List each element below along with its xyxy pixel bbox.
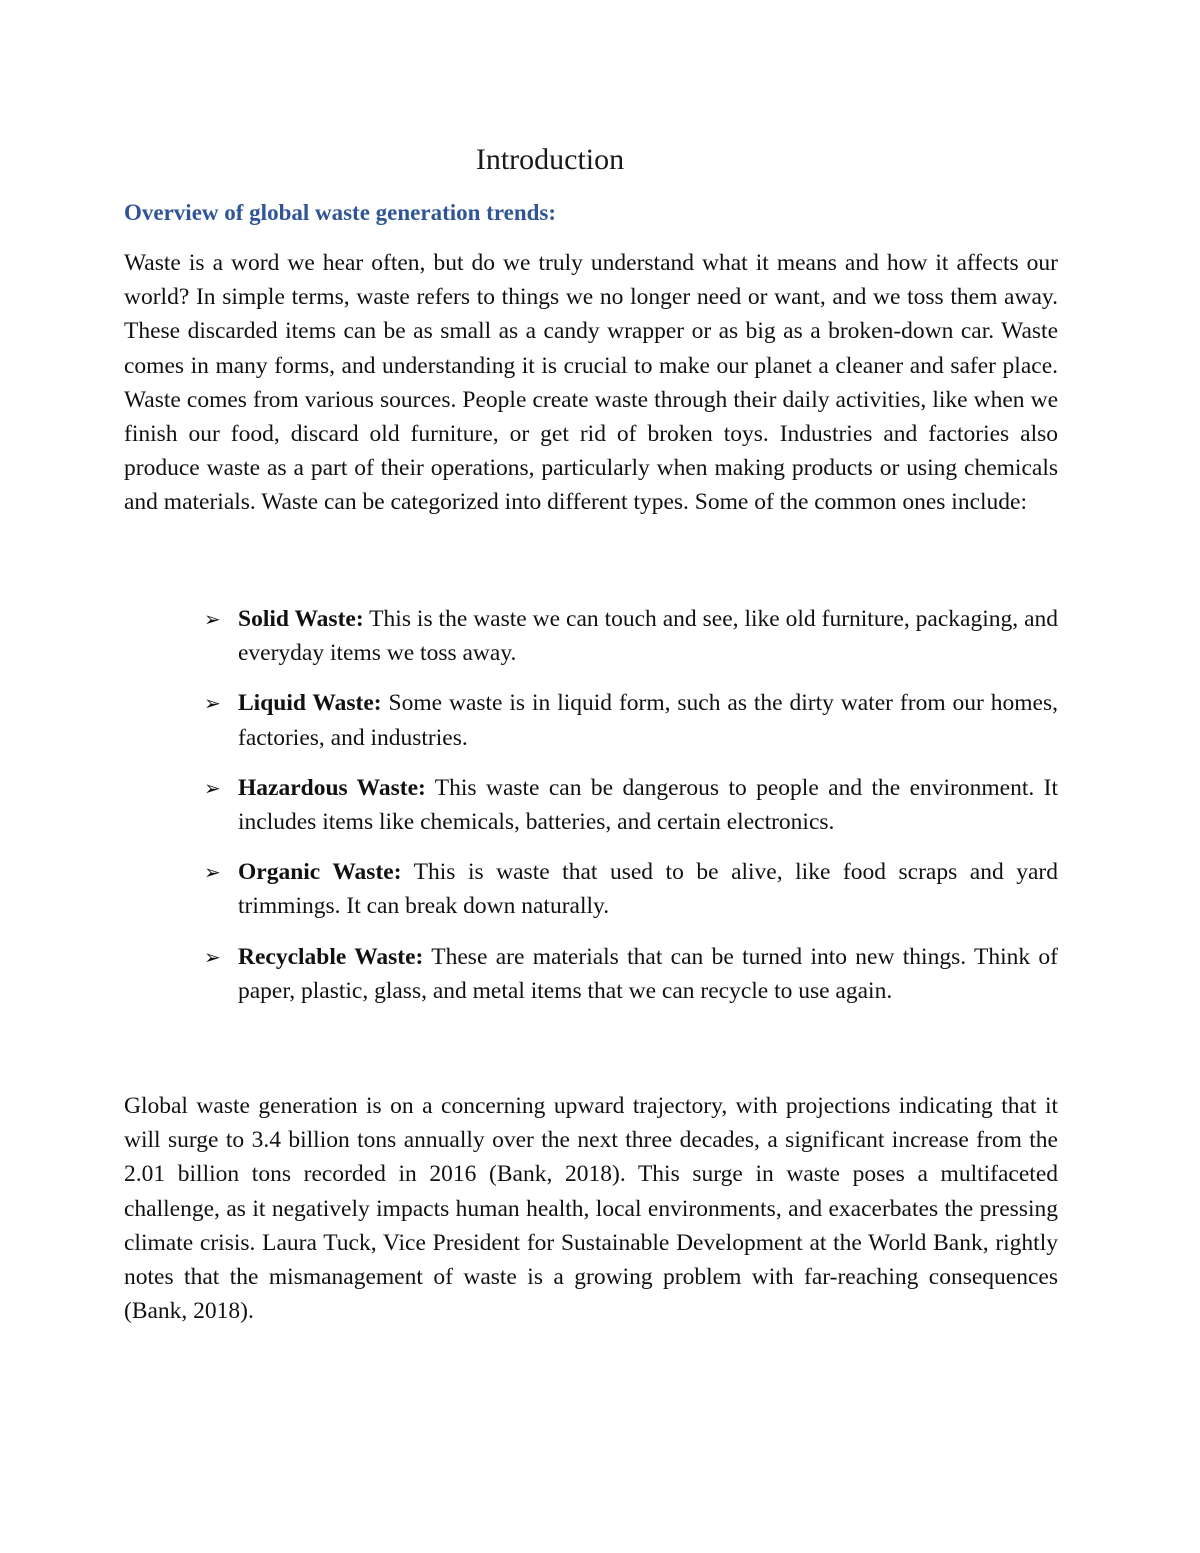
list-item-term: Solid Waste: [238, 606, 364, 632]
list-item-organic-waste [204, 855, 1058, 923]
list-item-recyclable-waste [204, 940, 1058, 1008]
list-item-description: Some waste is in liquid form, such as the dirty water from our homes, factories, and industries. [238, 690, 1058, 751]
list-item-term: Hazardous Waste: [238, 774, 426, 801]
intro-paragraph: Waste is a word we hear often, but do we truly understand what it means and how it affects our world? In simple terms, waste refers to things we no longer need or want, and we toss them away. These discarded items can be as small as a candy wrapper or as big as a broken-down car. Waste comes in many forms, and understanding it is crucial to make our planet a cleaner and safer place. Waste comes from various sources. People create waste through their daily activities, like when we finish our food, discard old furniture, or get rid of broken toys. Industries and factories also produce waste as a part of their operations, particularly when making products or using chemicals and materials. Waste can be categorized into different types. Some of the common ones include: [124, 250, 1058, 516]
list-item-description: This is the waste we can touch and see, like old furniture, packaging, and everyday items we toss away. [238, 606, 1058, 667]
arrow-bullet-icon: ➢ [204, 860, 221, 885]
waste-types-list [204, 602, 1058, 1024]
section-subheading: Overview of global waste generation trends: [124, 200, 557, 225]
list-item-description: This is waste that used to be alive, like food scraps and yard trimmings. It can break down naturally. [238, 859, 1058, 920]
list-item-term: Organic Waste: [238, 859, 402, 886]
list-item-term: Liquid Waste: [238, 690, 382, 717]
arrow-bullet-icon: ➢ [204, 691, 221, 716]
list-item-liquid-waste [204, 686, 1058, 754]
list-item-solid-waste [204, 602, 1058, 670]
list-item-term: Recyclable Waste: [238, 943, 424, 970]
arrow-bullet-icon: ➢ [204, 607, 221, 631]
closing-paragraph: Global waste generation is on a concerning upward trajectory, with projections indicating that it will surge to 3.4 billion tons annually over the next three decades, a significant increase from the 2.01 billion tons recorded in 2016 (Bank, 2018). This surge in waste poses a multifaceted challenge, as it negatively impacts human health, local environments, and exacerbates the pressing climate crisis. Laura Tuck, Vice President for Sustainable Development at the World Bank, rightly notes that the mismanagement of waste is a growing problem with far-reaching consequences (Bank, 2018). [124, 1093, 1058, 1325]
arrow-bullet-icon: ➢ [204, 944, 221, 969]
list-item-hazardous-waste [204, 771, 1058, 839]
list-item-description: This waste can be dangerous to people and the environment. It includes items like chemicals, batteries, and certain electronics. [238, 774, 1058, 836]
list-item-description: These are materials that can be turned into new things. Think of paper, plastic, glass, and metal items that we can recycle to use again. [238, 943, 1059, 1004]
page-title: Introduction [475, 143, 625, 176]
arrow-bullet-icon: ➢ [204, 775, 221, 800]
